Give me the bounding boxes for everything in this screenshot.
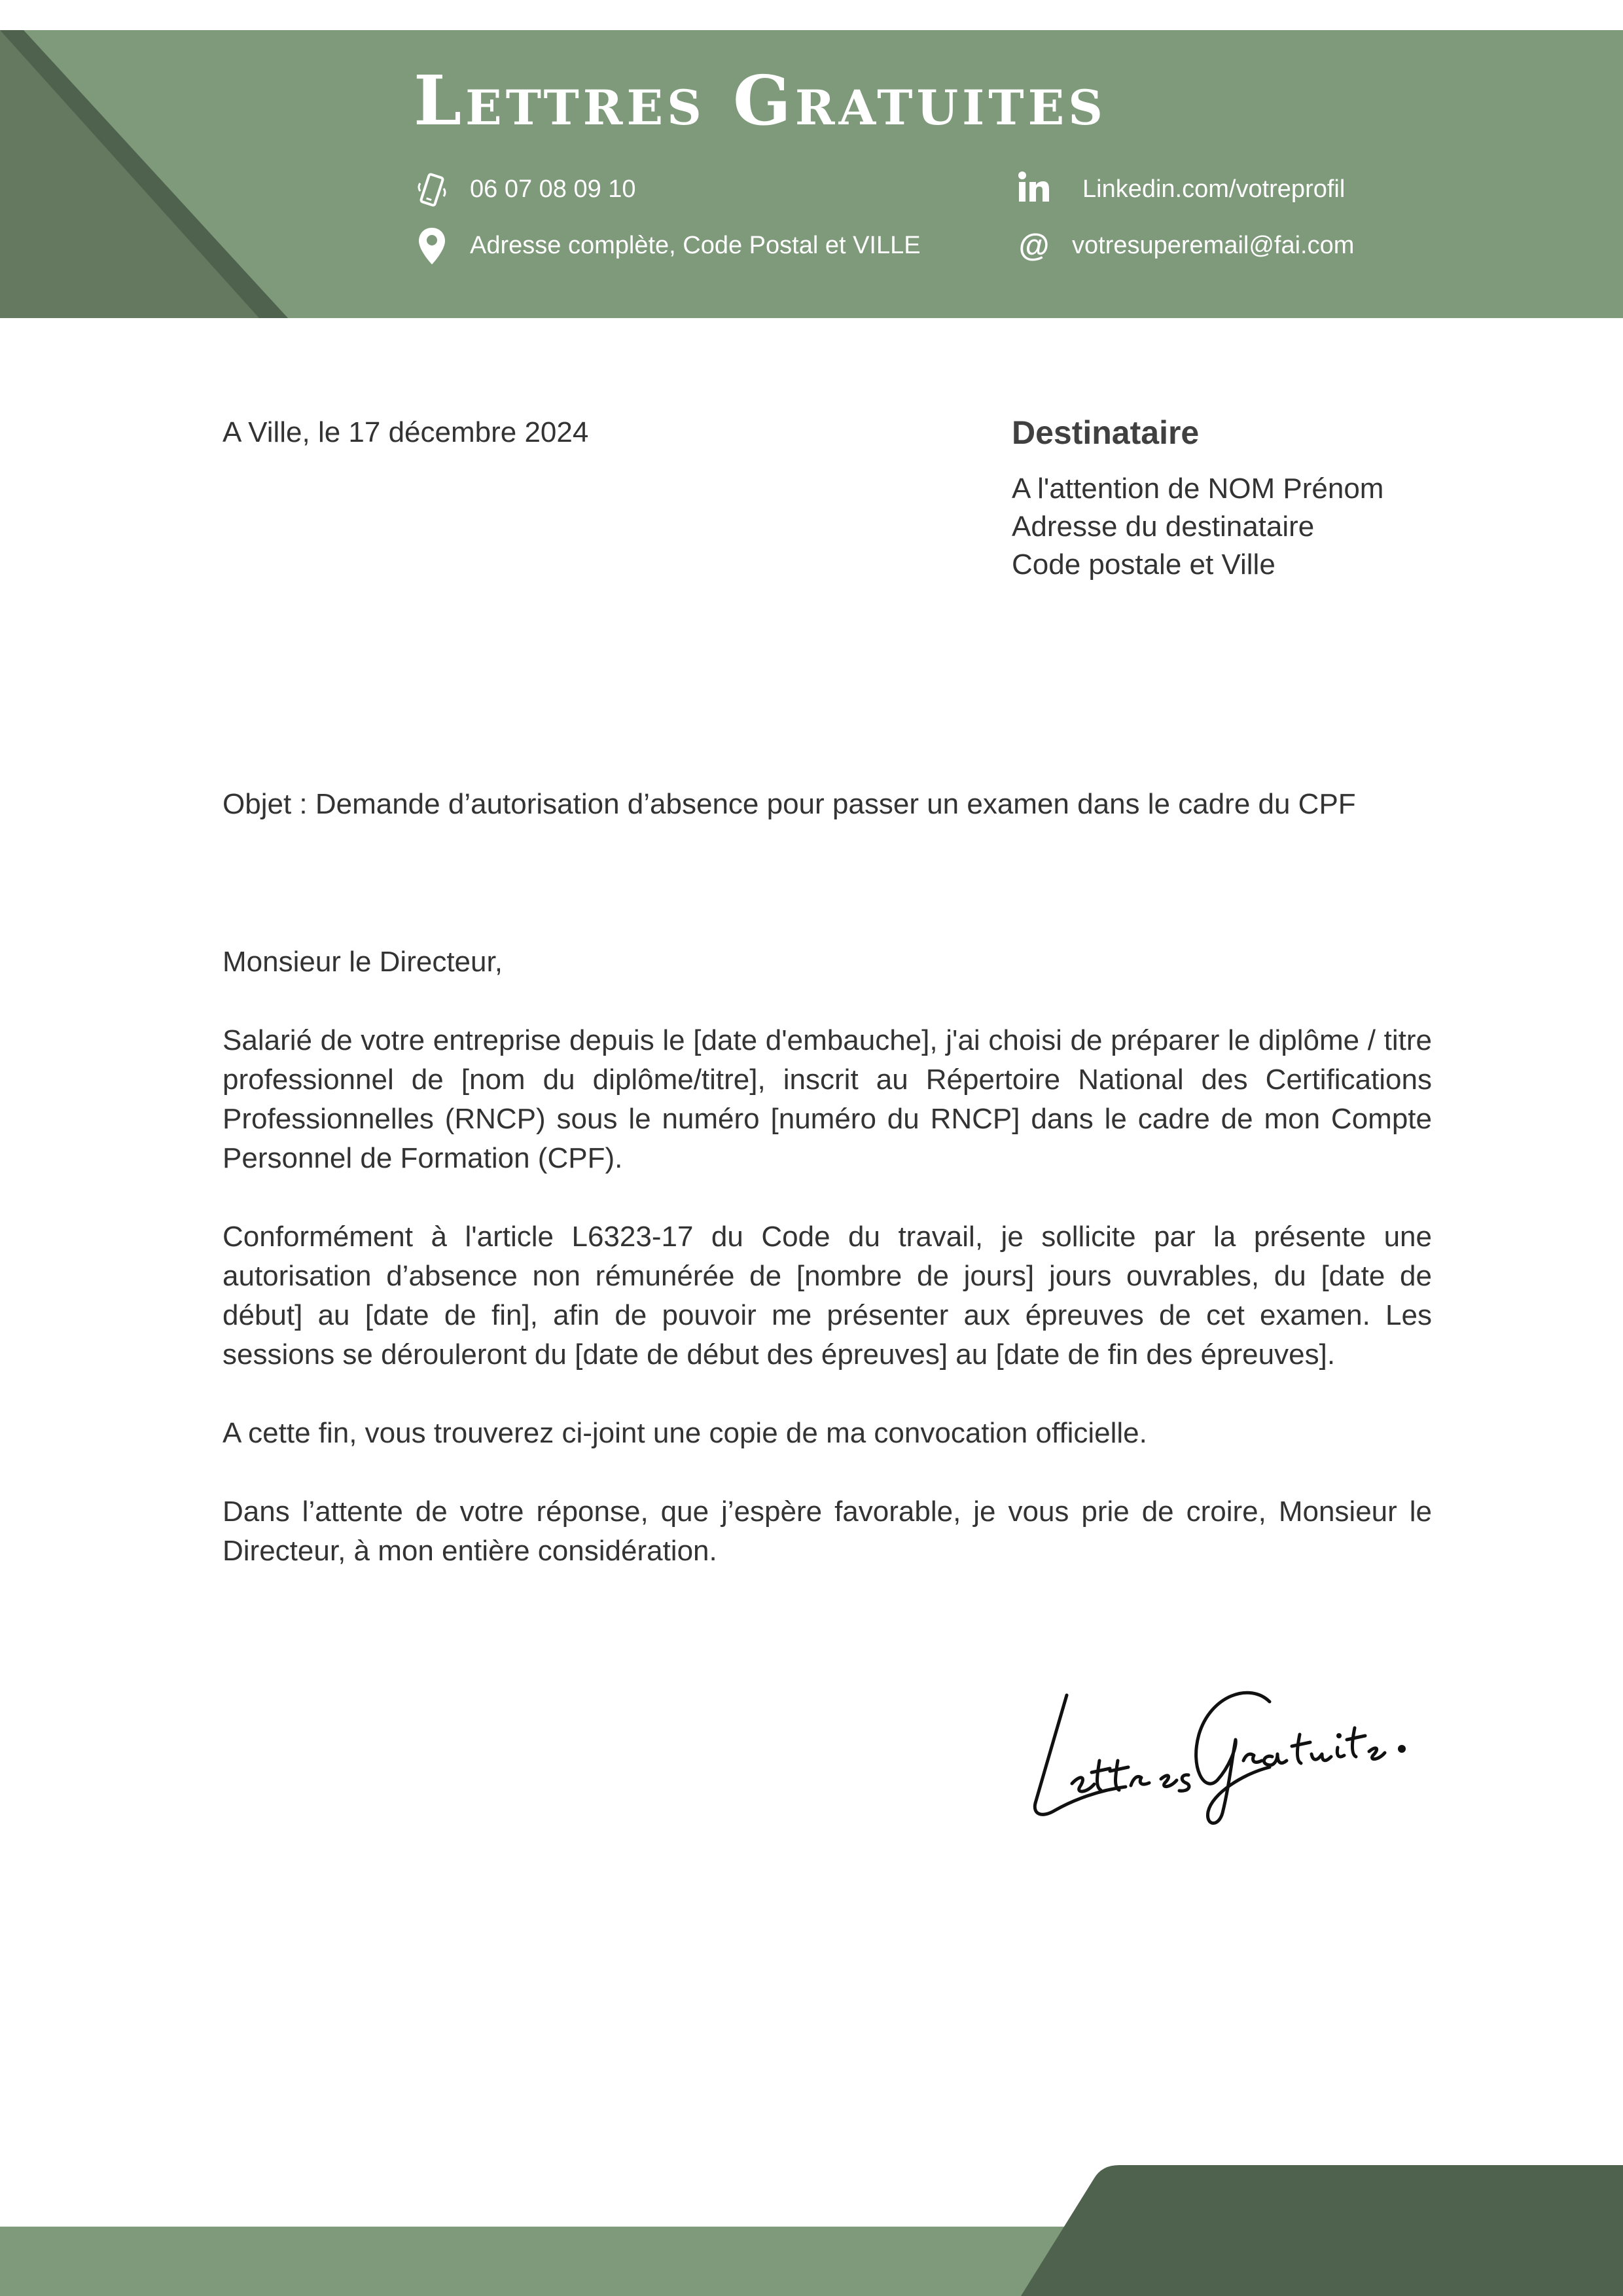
location-pin-icon xyxy=(414,226,450,266)
phone-number: 06 07 08 09 10 xyxy=(470,175,636,203)
footer-accent-shape xyxy=(1021,2165,1623,2296)
header-corner-decoration xyxy=(0,30,301,318)
at-sign-icon: @ xyxy=(1018,228,1050,263)
linkedin-icon xyxy=(1016,168,1052,207)
recipient-name: A l'attention de NOM Prénom xyxy=(1012,473,1384,505)
body-paragraph: A cette fin, vous trouverez ci-joint une copie de ma convocation officielle. xyxy=(223,1417,1147,1449)
handwritten-signature xyxy=(1021,1662,1414,1833)
letter-date: A Ville, le 17 décembre 2024 xyxy=(223,416,589,448)
recipient-address: Adresse du destinataire xyxy=(1012,511,1315,543)
recipient-block xyxy=(1012,414,1383,584)
phone-icon xyxy=(414,170,450,209)
header-banner xyxy=(0,30,1623,318)
address-text: Adresse complète, Code Postal et VILLE xyxy=(470,232,921,259)
recipient-title: Destinataire xyxy=(1012,414,1200,451)
linkedin-url[interactable]: Linkedin.com/votreprofil xyxy=(1082,175,1346,203)
body-paragraph: Salarié de votre entreprise depuis le [date d'embauche], j'ai choisi de préparer le diplôme / titre professionnel de [nom du diplôme/titre], inscrit au Répertoire National des Certifications Professionnelles (RNCP) sous le numéro [numéro du RNCP] dans le cadre de mon Compte Personnel de Formation (CPF). xyxy=(223,1024,1432,1174)
recipient-city: Code postale et Ville xyxy=(1012,548,1275,581)
body-paragraph: Conformément à l'article L6323-17 du Code du travail, je sollicite par la présente une autorisation d’absence non rémunérée de [nombre de jours] jours ouvrables, du [date de début] au [date de fin], afin de pouvoir me présenter aux épreuves de cet examen. Les sessions se dérouleront du [date de début des épreuves] au [date de fin des épreuves]. xyxy=(223,1221,1432,1371)
body-paragraph: Dans l’attente de votre réponse, que j’espère favorable, je vous prie de croire, Monsieur le Directeur, à mon entière considération. xyxy=(223,1496,1432,1567)
letter-body xyxy=(223,942,1432,1610)
letter-subject: Objet : Demande d’autorisation d’absence pour passer un examen dans le cadre du CPF xyxy=(223,788,1356,820)
email-address[interactable]: votresuperemail@fai.com xyxy=(1072,232,1355,259)
salutation: Monsieur le Directeur, xyxy=(223,946,503,978)
brand-title: Lettres Gratuites xyxy=(414,60,1107,141)
